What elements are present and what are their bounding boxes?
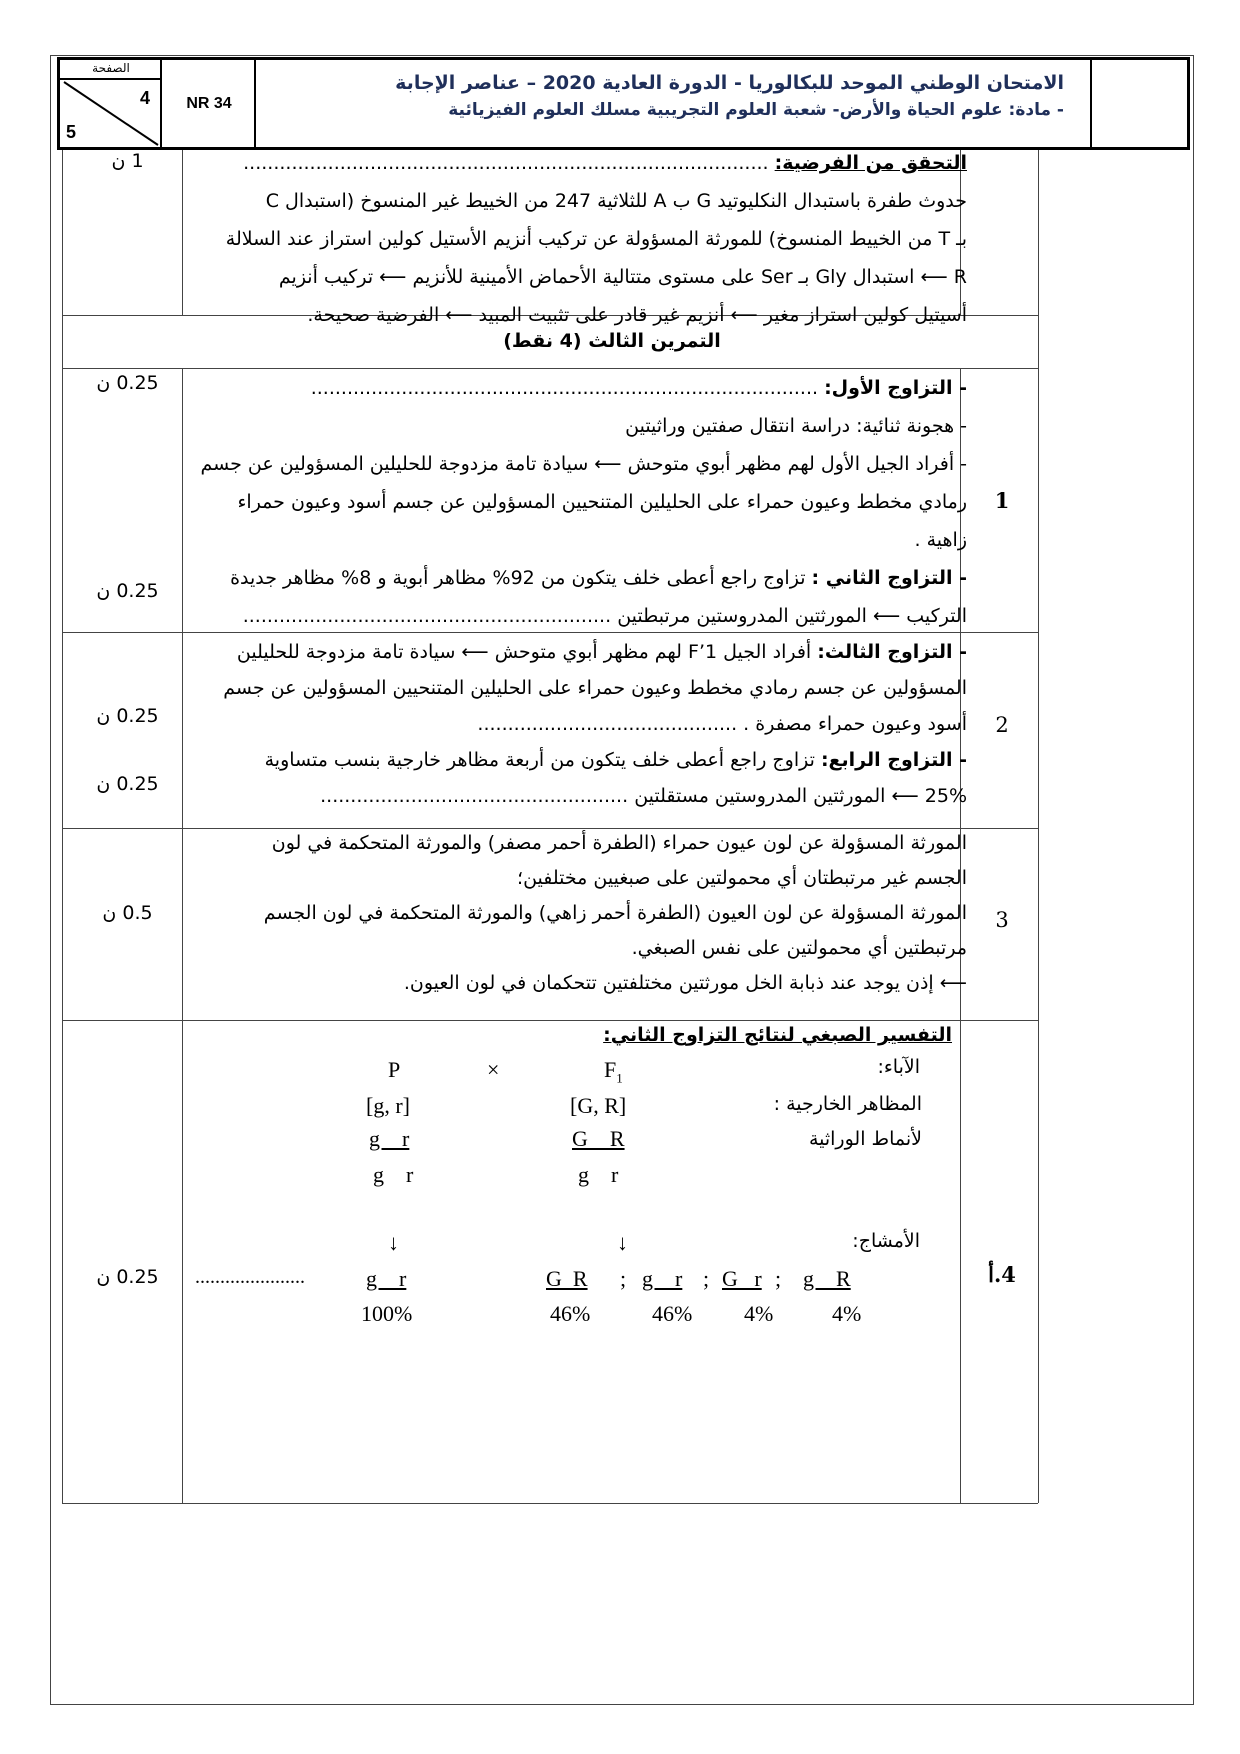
q1-line-1: - هجونة ثنائية: دراسة انتقال صفتين وراثيتين: [625, 415, 967, 437]
cross4-line1: تزاوج راجع أعطى خلف يتكون من أربعة مظاهر خارجية بنسب متساوية: [264, 749, 821, 771]
page-current: 4: [139, 88, 150, 108]
parent-p: P: [388, 1057, 401, 1082]
gamete-f1-4: g R: [803, 1266, 851, 1291]
page-number-box: [60, 60, 162, 147]
gamete-f1-3-pct: 4%: [744, 1301, 774, 1326]
cross4-title: - التزاوج الرابع:: [820, 749, 967, 771]
points-hypothesis: 1 ن: [111, 150, 144, 172]
q3-line-4: مرتبطتين أي محمولتين على نفس الصبغي.: [631, 937, 967, 959]
points-q1-b: 0.25 ن: [96, 580, 159, 602]
points-q2-b: 0.25 ن: [96, 773, 159, 795]
cross3-line1: أفراد الجيل F’1 لهم مظهر أبوي متوحش ⟵ سيادة تامة مزدوجة للحليلين: [236, 641, 818, 663]
hypothesis-title: التحقق من الفرضية:: [774, 152, 967, 174]
hypothesis-line-4: أسيتيل كولين استراز مغير ⟵ أنزيم غير قادر على تثبيت المبيد ⟵ الفرضية صحيحة.: [307, 304, 967, 326]
gamete-f1-4-pct: 4%: [832, 1301, 862, 1326]
points-q1-a: 0.25 ن: [96, 372, 159, 394]
parent-f1: [604, 1057, 623, 1086]
cross4-line2: 25% ⟵ المورثتين المدروستين مستقلتين: [634, 785, 967, 807]
separator-3: ;: [775, 1266, 782, 1291]
q3-line-1: المورثة المسؤولة عن لون عيون حمراء (الطفرة أحمر مصفر) والمورثة المتحكمة في لون: [271, 832, 967, 854]
hypothesis-dots: .......................................................................................: [243, 152, 769, 174]
q1-line-3: رمادي مخطط وعيون حمراء على الحليلين المتنحيين المسؤولين عن جسم أسود وعيون حمراء: [237, 491, 967, 513]
arrow-f1: ↓: [617, 1230, 628, 1255]
cross2-dots: .............................................................: [242, 605, 612, 627]
page-total: 5: [66, 122, 77, 142]
q1-line-4: زاهية .: [914, 529, 967, 551]
cross4-dots: ...................................................: [320, 785, 629, 807]
cross3-line3: أسود وعيون حمراء مصفرة .: [743, 713, 967, 735]
q1-cell: [195, 369, 967, 635]
parent-f1-sub: 1: [616, 1070, 623, 1086]
cross1-dots: ....................................................................................: [310, 377, 819, 399]
question-number-3: 3: [995, 908, 1009, 932]
exercise-title: التمرين الثالث (4 نقط): [503, 330, 721, 352]
points-q3: 0.5 ن: [102, 902, 153, 924]
cross3-line2: المسؤولين عن جسم رمادي مخطط وعيون حمراء على الحليلين المتنحيين المسؤولين عن جسم: [223, 677, 967, 699]
q4-title: التفسير الصبغي لنتائج التزاوج الثاني:: [603, 1024, 952, 1046]
gamete-p: g r: [366, 1266, 407, 1291]
gametes-label: الأمشاج:: [852, 1230, 920, 1252]
cross1-title: - التزاوج الأول:: [824, 377, 967, 399]
gamete-f1-3: G r: [722, 1266, 762, 1291]
cross2-text: تزاوج راجع أعطى خلف يتكون من 92% مظاهر أبوية و 8% مظاهر جديدة: [230, 567, 812, 589]
hypothesis-line-2: بـ T من الخييط المنسوخ) للمورثة المسؤولة عن تركيب أنزيم الأستيل كولين استراز عند السلالة: [225, 228, 967, 250]
geno-f1-top: G R: [572, 1126, 625, 1151]
gamete-f1-2-pct: 46%: [652, 1301, 693, 1326]
exam-code: NR 34: [186, 94, 232, 112]
points-q2-a: 0.25 ن: [96, 705, 159, 727]
hypothesis-cell: [195, 144, 967, 334]
q3-line-3: المورثة المسؤولة عن لون العيون (الطفرة أحمر زاهي) والمورثة المتحكمة في لون الجسم: [263, 902, 967, 924]
header-line-1: الامتحان الوطني الموحد للبكالوريا - الدورة العادية 2020 – عناصر الإجابة: [395, 72, 1064, 94]
q1-line-2: - أفراد الجيل الأول لهم مظهر أبوي متوحش ⟵ سيادة تامة مزدوجة للحليلين المسؤولين عن جسم: [200, 453, 967, 475]
gamete-p-pct: 100%: [361, 1301, 413, 1326]
arrow-p: ↓: [388, 1230, 399, 1255]
q3-line-5: ⟵ إذن يوجد عند ذبابة الخل مورثتين مختلفتين تتحكمان في لون العيون.: [403, 972, 967, 994]
genotypes-label: لأنماط الوراثية: [808, 1128, 922, 1150]
separator-2: ;: [703, 1266, 710, 1291]
cross3-title: - التزاوج الثالث:: [817, 641, 967, 663]
geno-p-bottom: g r: [373, 1162, 414, 1187]
q2-cell: [195, 634, 967, 814]
q3-cell: [195, 826, 967, 1001]
q3-line-2: الجسم غير مرتبطتان أي محمولتين على صبغيين مختلفين؛: [517, 867, 967, 889]
header-line-2: - مادة: علوم الحياة والأرض- شعبة العلوم التجريبية مسلك العلوم الفيزيائية: [448, 100, 1064, 120]
geno-f1-bottom: g r: [578, 1162, 619, 1187]
gamete-f1-2: g r: [642, 1266, 683, 1291]
cross2-title: - التزاوج الثاني :: [811, 567, 967, 589]
geno-p-top: g r: [369, 1126, 410, 1151]
header-title: [256, 60, 1092, 147]
pheno-f1: [G, R]: [570, 1093, 627, 1118]
exam-header: [57, 57, 1190, 150]
cross-sign: ×: [487, 1057, 500, 1082]
question-number-2: 2: [995, 713, 1009, 737]
page-label: الصفحة: [60, 60, 162, 80]
parent-f1-letter: F: [604, 1057, 617, 1082]
pheno-p: [g, r]: [366, 1093, 410, 1118]
hypothesis-line-1: حدوث طفرة باستبدال النكليوتيد G ب A للثلاثية 247 من الخييط غير المنسوخ (استبدال C: [265, 190, 967, 212]
points-q4: 0.25 ن: [96, 1266, 159, 1288]
q4-dots: ......................: [195, 1266, 305, 1288]
gamete-f1-1: G R: [546, 1266, 588, 1291]
question-number-4a: 4.أ: [988, 1262, 1016, 1287]
question-number-1: 1: [994, 488, 1010, 513]
parents-label: الآباء:: [877, 1056, 920, 1078]
cross2-line2: التركيب ⟵ المورثتين المدروستين مرتبطتين: [617, 605, 967, 627]
phenotypes-label: المظاهر الخارجية :: [773, 1093, 922, 1115]
hypothesis-line-3: R ⟵ استبدال Gly بـ Ser على مستوى متتالية الأحماض الأمينية للأنزيم ⟵ تركيب أنزيم: [278, 266, 967, 288]
cross3-dots: ...........................................: [477, 713, 738, 735]
gamete-f1-1-pct: 46%: [550, 1301, 591, 1326]
separator-1: ;: [620, 1266, 627, 1291]
